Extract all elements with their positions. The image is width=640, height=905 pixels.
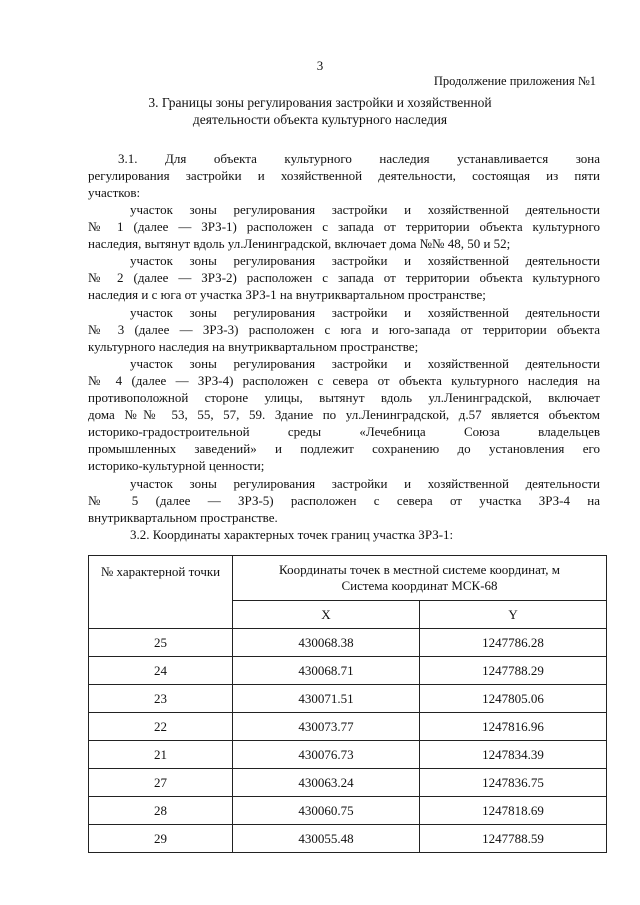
paragraph-line: участок зоны регулирования застройки и хозяйственной деятельности: [130, 305, 600, 320]
x-value: 430060.75: [233, 797, 420, 825]
y-value: 1247818.69: [420, 797, 607, 825]
y-value: 1247786.28: [420, 629, 607, 657]
table-row: [89, 629, 607, 657]
section-title-line: деятельности объекта культурного наследия: [192, 112, 448, 127]
y-header: Y: [420, 601, 607, 629]
paragraph-line: участок зоны регулирования застройки и хозяйственной деятельности: [130, 253, 600, 268]
coordinates-header: [233, 556, 607, 601]
x-value: 430073.77: [233, 713, 420, 741]
paragraph-line: № 1 (далее — ЗРЗ-1) расположен с запада от территории объекта культурного: [88, 219, 600, 234]
coordinate-system-line: Система координат МСК-68: [341, 578, 498, 593]
table-row: [89, 657, 607, 685]
paragraph-line: № 2 (далее — ЗРЗ-2) расположен с запада от территории объекта культурного: [88, 270, 600, 285]
paragraph-line: наследия и с юга от участка ЗРЗ-1 на внутриквартальном пространстве;: [88, 287, 486, 302]
paragraph-line: культурного наследия на внутриквартальном пространстве;: [88, 339, 419, 354]
section-title-line: 3. Границы зоны регулирования застройки и хозяйственной: [148, 95, 492, 110]
paragraph-line: наследия, вытянут вдоль ул.Ленинградской, включает дома №№ 48, 50 и 52;: [88, 236, 511, 251]
paragraph-line: участков:: [88, 185, 141, 200]
paragraph-line: историко-градостроительной среды «Лечебница Союза владельцев: [88, 424, 600, 439]
point-number-header: № характерной точки: [89, 556, 233, 629]
paragraph-line: № 4 (далее — ЗРЗ-4) расположен с севера от объекта культурного наследия на: [88, 373, 600, 388]
point-number: 29: [89, 825, 233, 853]
point-number: 27: [89, 769, 233, 797]
table-row: [89, 769, 607, 797]
paragraph-line: участок зоны регулирования застройки и хозяйственной деятельности: [130, 356, 600, 371]
x-value: 430063.24: [233, 769, 420, 797]
paragraph-line: участок зоны регулирования застройки и хозяйственной деятельности: [130, 202, 600, 217]
x-value: 430071.51: [233, 685, 420, 713]
x-value: 430076.73: [233, 741, 420, 769]
point-number: 21: [89, 741, 233, 769]
paragraph-line: 3.2. Координаты характерных точек границ участка ЗРЗ-1:: [130, 527, 454, 542]
y-value: 1247834.39: [420, 741, 607, 769]
paragraph-line: историко-культурной ценности;: [88, 458, 265, 473]
y-value: 1247836.75: [420, 769, 607, 797]
paragraph-line: дома №№ 53, 55, 57, 59. Здание по ул.Ленинградской, д.57 является объектом: [88, 407, 600, 422]
x-value: 430068.71: [233, 657, 420, 685]
coordinates-header-line: Координаты точек в местной системе координат, м: [279, 562, 560, 577]
point-number: 25: [89, 629, 233, 657]
x-value: 430068.38: [233, 629, 420, 657]
point-number: 22: [89, 713, 233, 741]
paragraph-line: участок зоны регулирования застройки и хозяйственной деятельности: [130, 476, 600, 491]
y-value: 1247805.06: [420, 685, 607, 713]
y-value: 1247788.59: [420, 825, 607, 853]
paragraph-line: № 3 (далее — ЗРЗ-3) расположен с юга и юго-запада от территории объекта: [88, 322, 600, 337]
table-row: [89, 797, 607, 825]
paragraph-line: промышленных заведений» и подлежит сохранению до установления его: [88, 441, 600, 456]
paragraph-line: № 5 (далее — ЗРЗ-5) расположен с севера от участка ЗРЗ-4 на: [88, 493, 600, 508]
table-row: [89, 713, 607, 741]
x-header: X: [233, 601, 420, 629]
point-number: 28: [89, 797, 233, 825]
paragraph-line: регулирования застройки и хозяйственной деятельности, состоящая из пяти: [88, 168, 600, 183]
paragraph-line: внутриквартальном пространстве.: [88, 510, 278, 525]
point-number: 24: [89, 657, 233, 685]
y-value: 1247788.29: [420, 657, 607, 685]
page-number: 3: [316, 58, 324, 73]
table-row: [89, 685, 607, 713]
appendix-note: Продолжение приложения №1: [433, 74, 596, 88]
coordinates-table: [88, 555, 607, 853]
x-value: 430055.48: [233, 825, 420, 853]
paragraph-line: противоположной стороне улицы, вытянут вдоль ул.Ленинградской, включает: [88, 390, 600, 405]
table-row: [89, 741, 607, 769]
table-row: [89, 825, 607, 853]
y-value: 1247816.96: [420, 713, 607, 741]
paragraph-line: 3.1. Для объекта культурного наследия устанавливается зона: [118, 151, 600, 166]
point-number: 23: [89, 685, 233, 713]
